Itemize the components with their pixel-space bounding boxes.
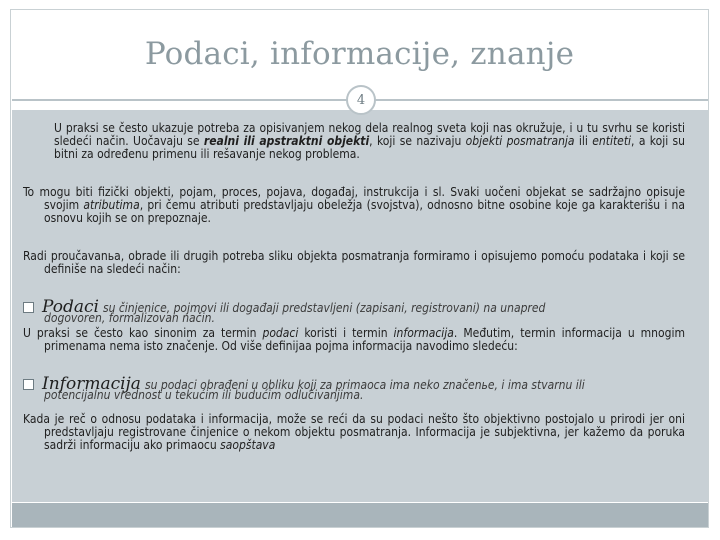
page-number: 4 xyxy=(356,92,366,108)
paragraph-4 xyxy=(23,327,685,353)
bullet-informacija-def-line2: potencijalnu vrednost u tekućim ili budućim odlučivanjima. xyxy=(44,388,364,402)
checkbox-bullet-icon xyxy=(23,379,34,390)
paragraph-4-italic-2: informacija xyxy=(393,326,454,340)
paragraph-5-text-a: Kada je reč o odnosu podataka i informacija, može se reći da su podaci nešto što objektivno postojalo u prirodi jer oni predstavljaju registrovane činjenice o nekom objektu posmatranja. Informacija je subjektivna, jer kažemo da poruka sadrži informaciju ako primaocu xyxy=(23,412,685,452)
bullet-informacija-def-line1: su podaci obrađeni u obliku koji za primaoca ima neko značenьe, i ima stvarnu ili xyxy=(144,378,585,392)
paragraph-1-italic-2: entiteti xyxy=(592,134,632,148)
paragraph-4-text-a: U praksi se često kao sinonim za termin xyxy=(23,326,263,340)
paragraph-1 xyxy=(54,122,685,161)
paragraph-1-text-a: U praksi se često ukazuje potreba za opisivanjem nekog dela realnog sveta koji nas okružuje, i u tu svrhu se koristi sledeći način. Uočavaju se xyxy=(54,121,685,148)
paragraph-4-text-b: koristi i termin xyxy=(298,326,394,340)
paragraph-2-italic: atributima xyxy=(83,198,140,212)
slide-title: Podaci, informacije, znanje xyxy=(144,36,575,72)
bullet-podaci-def-line1: su činjenice, pojmovi ili događaji predstavljeni (zapisani, registrovani) na unapred xyxy=(102,301,546,315)
slide-body xyxy=(23,121,686,466)
checkbox-bullet-icon xyxy=(23,302,34,313)
paragraph-3-text: Radi proučavanьa, obrade ili drugih potreba sliku objekta posmatranja formiramo i opisujemo pomoću podataka i koji se definiše na sledeći način: xyxy=(23,249,685,276)
bullet-informacija-term: Informacija xyxy=(42,374,141,394)
paragraph-5-italic: saopštava xyxy=(220,438,276,452)
paragraph-1-text-c: ili xyxy=(574,134,593,148)
paragraph-1-italic-1: objekti posmatranja xyxy=(465,134,575,148)
bottom-band xyxy=(12,503,708,527)
paragraph-3 xyxy=(23,250,685,276)
paragraph-1-text-b: , koji se nazivaju xyxy=(369,134,466,148)
paragraph-2 xyxy=(23,186,685,225)
paragraph-4-text-c: . Međutim, termin informacija u mnogim primenama nema isto značenje. Od više definijaa pojma informacija navodimo sledeću: xyxy=(44,326,686,353)
paragraph-2-text-a: To mogu biti fizički objekti, pojam, proces, pojava, događaj, instrukcija i sl. Svaki uočeni objekat se sadržajno opisuje svojim xyxy=(23,185,685,212)
paragraph-1-bold-italic: realni ili apstraktni objekti xyxy=(203,134,370,148)
page-number-badge xyxy=(346,85,376,115)
paragraph-4-italic-1: podaci xyxy=(262,326,299,340)
paragraph-5 xyxy=(23,413,685,452)
bullet-podaci-term: Podaci xyxy=(42,297,99,317)
paragraph-2-text-b: , pri čemu atributi predstavljaju obeležja (svojstva), odnosno bitne osobine koje ga karakterišu i na osnovu kojih se on prepoznaje. xyxy=(44,198,686,225)
paragraph-1-text-d: , a koji su bitni za određenu primenu ili rešavanje nekog problema. xyxy=(54,134,686,161)
bullet-podaci-def-line2: dogovoren, formalizovan način. xyxy=(44,311,215,325)
